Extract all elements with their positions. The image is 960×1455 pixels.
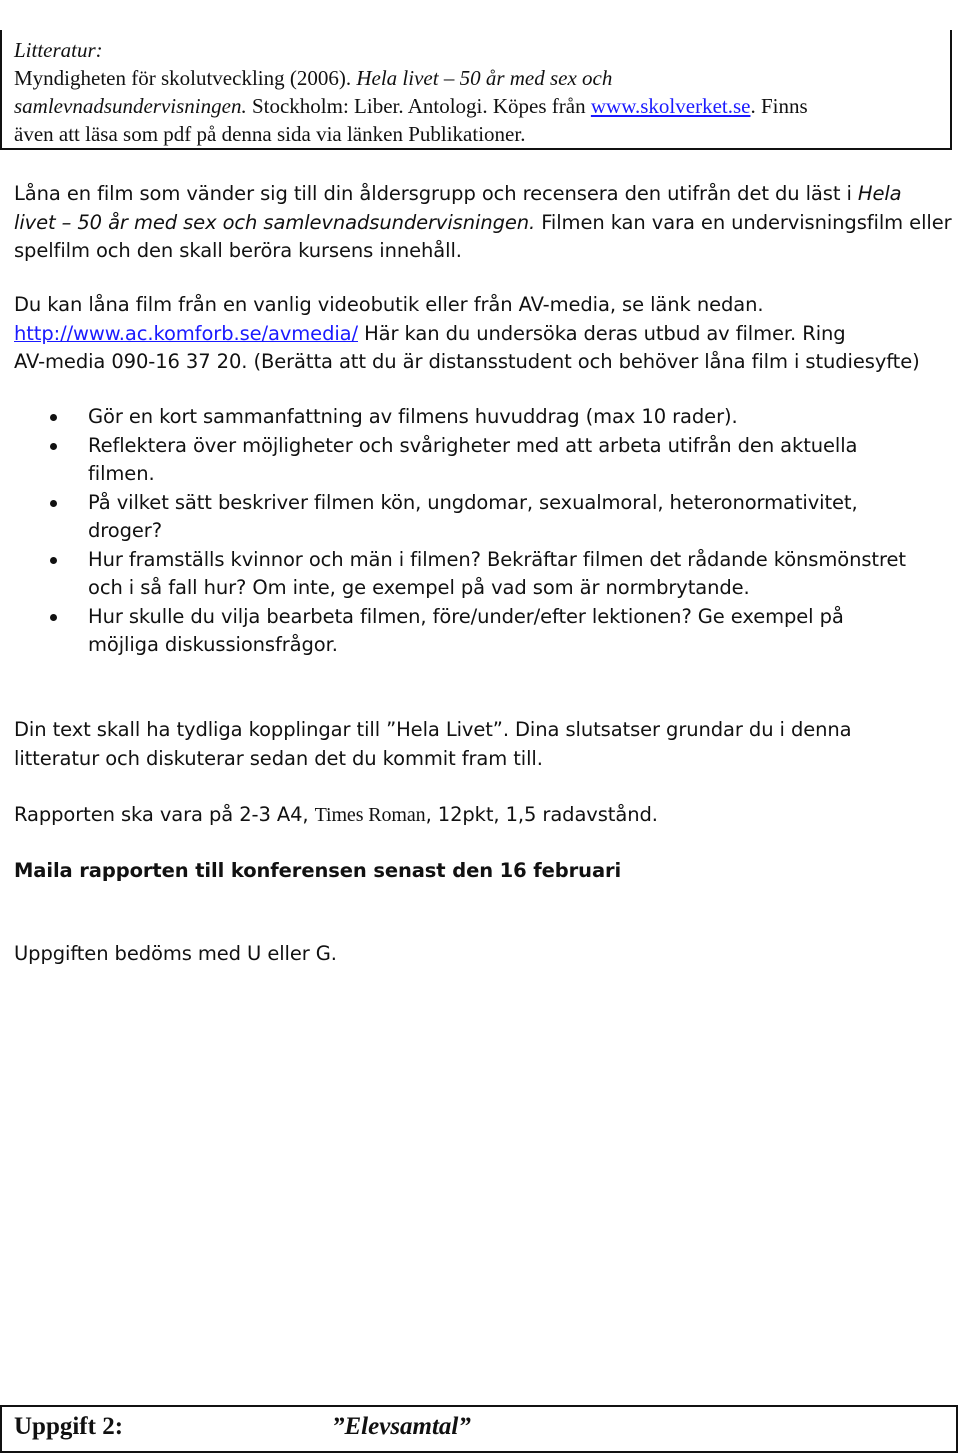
list-item	[50, 432, 950, 489]
borrow-line-3	[14, 348, 942, 377]
list-item	[50, 546, 950, 603]
bullet-icon	[50, 557, 57, 564]
film-review-line-1	[14, 180, 942, 209]
task-2-title: ”Elevsamtal”	[332, 1413, 471, 1440]
format-text-a: Rapporten ska vara på 2-3 A4,	[14, 803, 315, 826]
task-2-label: Uppgift 2:	[14, 1413, 124, 1440]
bullet-icon	[50, 500, 57, 507]
list-item-text: På vilket sätt beskriver filmen kön, ungdomar, sexualmoral, heteronormativitet,	[88, 490, 858, 514]
bullet-icon	[50, 614, 57, 621]
literature-publisher: Stockholm: Liber. Antologi. Köpes från	[246, 94, 591, 118]
email-note	[14, 857, 942, 886]
skolverket-link[interactable]: www.skolverket.se	[590, 94, 751, 118]
list-item	[50, 603, 950, 660]
task-2-header	[0, 1405, 958, 1453]
literature-line-2	[14, 92, 938, 120]
literature-finns: . Finns	[750, 94, 808, 118]
borrow-line-2	[14, 320, 942, 349]
borrow-text: Här kan du undersöka deras utbud av filmer. Ring	[358, 321, 846, 345]
borrow-paragraph	[14, 291, 942, 377]
literature-author: Myndigheten för skolutveckling (2006).	[14, 66, 357, 90]
film-review-title-ref: Hela	[857, 182, 902, 205]
list-item-text: Gör en kort sammanfattning av filmens huvuddrag (max 10 rader).	[88, 405, 738, 428]
format-text-c: , 12pkt, 1,5 radavstånd.	[425, 803, 658, 826]
list-item-text: Hur skulle du vilja bearbeta filmen, före/under/efter lektionen? Ge exempel på	[88, 604, 844, 628]
film-review-title-ref-cont: livet – 50 år med sex och samlevnadsundervisningen.	[14, 210, 536, 234]
film-review-paragraph	[14, 180, 952, 266]
film-review-text: Låna en film som vänder sig till din åldersgrupp och recensera den utifrån det du läst i	[14, 182, 858, 205]
grading-note	[14, 940, 942, 969]
list-item-text: Reflektera över möjligheter och svårigheter med att arbeta utifrån den aktuella	[88, 433, 858, 457]
format-paragraph	[14, 801, 942, 830]
list-item-text-cont: filmen.	[88, 462, 155, 485]
connection-paragraph	[14, 716, 942, 773]
film-review-line-3: spelfilm och den skall beröra kursens innehåll.	[14, 239, 462, 262]
list-item	[50, 403, 950, 432]
list-item	[50, 489, 950, 546]
question-list	[50, 403, 950, 660]
list-item-text-cont: droger?	[88, 519, 162, 542]
list-item-text-cont: möjliga diskussionsfrågor.	[88, 633, 338, 656]
borrow-line-1: Du kan låna film från en vanlig videobutik eller från AV-media, se länk nedan.	[14, 293, 764, 316]
grading-text: Uppgiften bedöms med U eller G.	[14, 942, 337, 965]
connection-line-2: litteratur och diskuterar sedan det du kommit fram till.	[14, 746, 543, 770]
film-review-text-2: Filmen kan vara en undervisningsfilm eller	[535, 210, 952, 234]
literature-line-1	[14, 64, 938, 92]
avmedia-link[interactable]: http://www.ac.komforb.se/avmedia/	[14, 321, 358, 345]
borrow-phone: AV-media 090-16 37 20.	[14, 350, 248, 373]
literature-box	[0, 30, 952, 150]
literature-line-3: även att läsa som pdf på denna sida via länken Publikationer.	[14, 122, 526, 146]
list-item-text-cont: och i så fall hur? Om inte, ge exempel på vad som är normbrytande.	[88, 576, 750, 599]
literature-book-title: Hela livet – 50 år med sex och	[356, 66, 613, 90]
email-note-text: Maila rapporten till konferensen senast den 16 februari	[14, 859, 622, 882]
literature-heading: Litteratur:	[14, 38, 103, 62]
literature-book-title-cont: samlevnadsundervisningen.	[14, 94, 247, 118]
format-line	[14, 801, 942, 830]
bullet-icon	[50, 443, 57, 450]
format-font-name: Times Roman	[314, 804, 426, 826]
borrow-note: (Berätta att du är distansstudent och behöver låna film i studiesyfte)	[247, 350, 920, 373]
bullet-icon	[50, 414, 57, 421]
connection-line-1: Din text skall ha tydliga kopplingar till ”Hela Livet”. Dina slutsatser grundar du i denna	[14, 718, 852, 741]
film-review-line-2	[14, 209, 952, 238]
list-item-text: Hur framställs kvinnor och män i filmen? Bekräftar filmen det rådande könsmönstret	[88, 547, 906, 571]
